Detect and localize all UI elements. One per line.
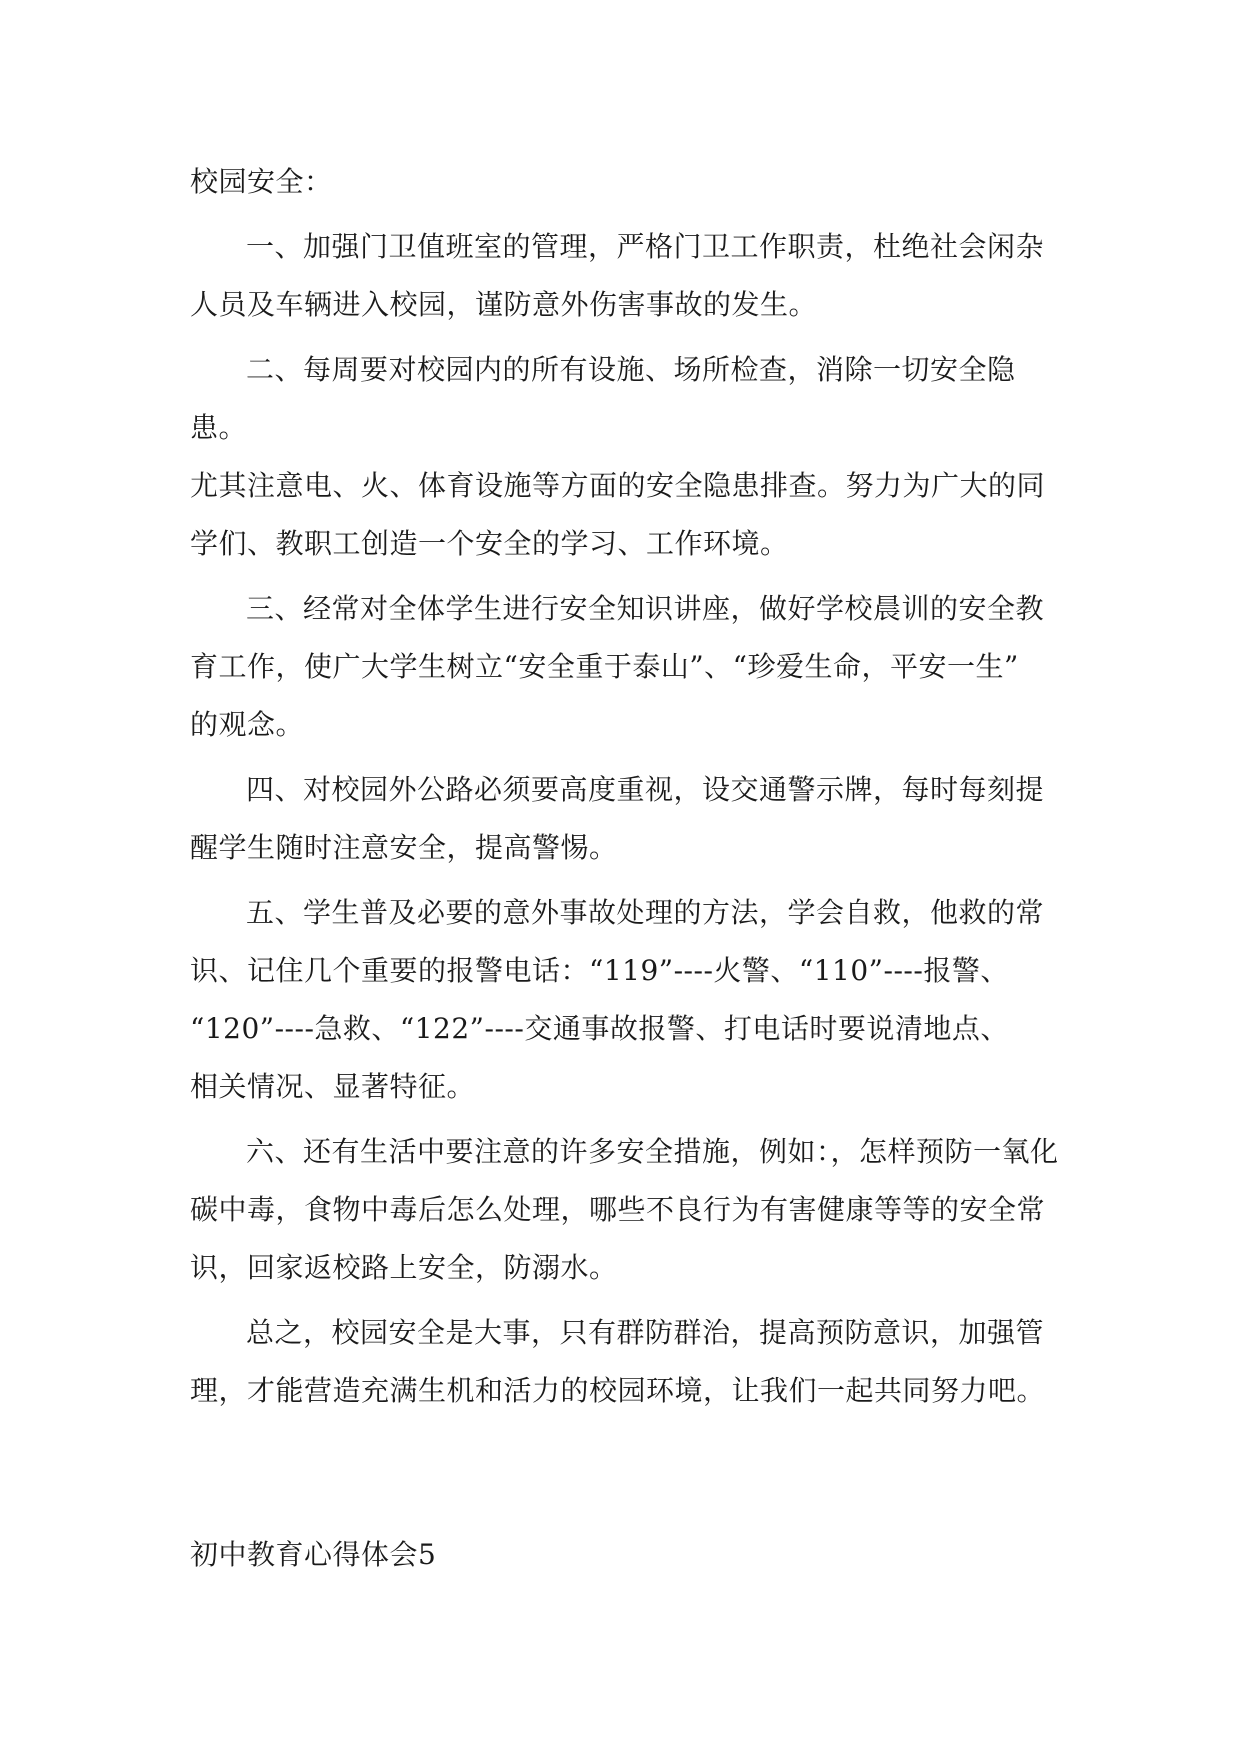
paragraph-3 xyxy=(190,580,1060,754)
next-section-title: 初中教育心得体会5 xyxy=(190,1538,437,1571)
paragraph-line: 一、加强门卫值班室的管理，严格门卫工作职责，杜绝社会闲杂 xyxy=(246,230,1045,263)
paragraph-line: 的观念。 xyxy=(190,708,305,741)
paragraph-7 xyxy=(190,1304,1060,1420)
paragraph-1 xyxy=(190,218,1060,334)
paragraph-line: 五、学生普及必要的意外事故处理的方法，学会自救，他救的常 xyxy=(246,896,1045,929)
paragraph-line: 碳中毒，食物中毒后怎么处理，哪些不良行为有害健康等等的安全常 xyxy=(190,1193,1046,1226)
document-body xyxy=(190,218,1060,1427)
paragraph-line: 学们、教职工创造一个安全的学习、工作环境。 xyxy=(190,527,789,560)
paragraph-line: 理，才能营造充满生机和活力的校园环境，让我们一起共同努力吧。 xyxy=(190,1374,1046,1407)
paragraph-line: 识、记住几个重要的报警电话：“119”----火警、“110”----报警、 xyxy=(190,954,1009,987)
paragraph-4 xyxy=(190,761,1060,877)
paragraph-line: 醒学生随时注意安全，提高警惕。 xyxy=(190,831,618,864)
paragraph-line: 二、每周要对校园内的所有设施、场所检查，消除一切安全隐患。 xyxy=(190,353,1016,444)
paragraph-line: 六、还有生活中要注意的许多安全措施，例如：，怎样预防一氧化 xyxy=(246,1135,1059,1168)
paragraph-line: 识，回家返校路上安全，防溺水。 xyxy=(190,1251,618,1284)
paragraph-line: 三、经常对全体学生进行安全知识讲座，做好学校晨训的安全教 xyxy=(246,592,1045,625)
paragraph-2 xyxy=(190,341,1060,573)
section-title: 校园安全： xyxy=(190,165,333,198)
paragraph-5 xyxy=(190,884,1060,1116)
paragraph-line: 总之，校园安全是大事，只有群防群治，提高预防意识，加强管 xyxy=(246,1316,1045,1349)
paragraph-line: 人员及车辆进入校园，谨防意外伤害事故的发生。 xyxy=(190,288,818,321)
paragraph-6 xyxy=(190,1123,1060,1297)
paragraph-line: 相关情况、显著特征。 xyxy=(190,1070,476,1103)
paragraph-line: 四、对校园外公路必须要高度重视，设交通警示牌，每时每刻提 xyxy=(246,773,1045,806)
paragraph-line: 育工作，使广大学生树立“安全重于泰山”、“珍爱生命，平安一生” xyxy=(190,650,1019,683)
paragraph-line: “120”----急救、“122”----交通事故报警、打电话时要说清地点、 xyxy=(190,1012,1009,1045)
paragraph-line: 尤其注意电、火、体育设施等方面的安全隐患排查。努力为广大的同 xyxy=(190,469,1046,502)
